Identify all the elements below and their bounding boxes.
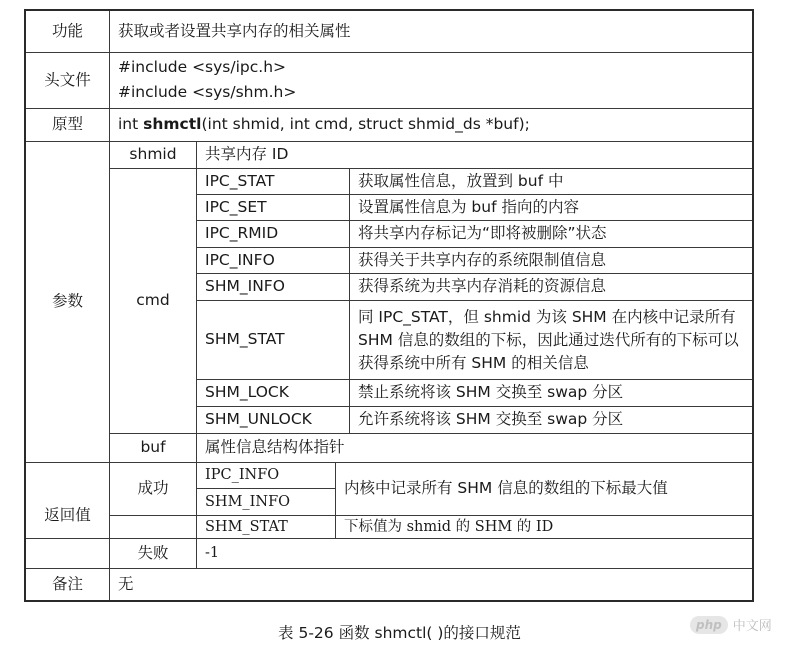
cmd-option-desc: 获得系统为共享内存消耗的资源信息 [358, 277, 607, 296]
header-file-label: 头文件 [44, 70, 91, 89]
cmd-option-name: IPC_RMID [205, 224, 279, 243]
return-shared-desc: 内核中记录所有 SHM 信息的数组的下标最大值 [344, 479, 668, 498]
param-buf-name: buf [140, 438, 166, 457]
param-buf-desc: 属性信息结构体指针 [205, 438, 345, 457]
function-value: 获取或者设置共享内存的相关属性 [118, 21, 351, 40]
cmd-option-name: IPC_STAT [205, 171, 275, 190]
prototype-return-type: int [118, 115, 144, 134]
return-case-desc: 下标值为 shmid 的 SHM 的 ID [344, 518, 554, 535]
remarks-value: 无 [118, 574, 134, 593]
cmd-option-name: SHM_INFO [205, 277, 285, 296]
return-case-name: IPC_INFO [205, 467, 280, 484]
return-case-name: SHM_INFO [205, 493, 291, 510]
table-caption: 表 5-26 函数 shmctl( )的接口规范 [278, 624, 521, 642]
params-label: 参数 [51, 292, 83, 311]
watermark [690, 615, 772, 634]
cmd-option-name: IPC_INFO [205, 250, 275, 269]
remarks-label: 备注 [51, 574, 83, 593]
return-case-name: SHM_STAT [205, 518, 288, 535]
cmd-option-name: SHM_LOCK [205, 383, 289, 402]
param-shmid-name: shmid [129, 145, 177, 164]
header-file-line-1: #include <sys/ipc.h> [118, 58, 287, 77]
cmd-option-name: IPC_SET [205, 197, 267, 216]
cmd-option-name: SHM_STAT [205, 330, 285, 349]
cmd-option-desc: 禁止系统将该 SHM 交换至 swap 分区 [358, 383, 624, 402]
cmd-option-desc: 允许系统将该 SHM 交换至 swap 分区 [358, 410, 624, 429]
prototype-arguments: (int shmid, int cmd, struct shmid_ds *buf); [201, 115, 530, 134]
param-shmid-desc: 共享内存 ID [205, 145, 289, 164]
prototype-label: 原型 [51, 115, 83, 134]
return-failure-value: -1 [205, 545, 220, 562]
watermark-text: 中文网 [732, 619, 772, 634]
cmd-option-desc: 获得关于共享内存的系统限制值信息 [358, 250, 607, 269]
function-label: 功能 [51, 21, 83, 40]
shmctl-interface-table [24, 9, 754, 602]
return-failure-label: 失败 [137, 543, 169, 562]
php-logo-icon: php [690, 616, 728, 634]
return-value-label: 返回值 [44, 505, 91, 524]
cmd-option-name: SHM_UNLOCK [205, 410, 312, 429]
cmd-option-desc: 将共享内存标记为“即将被删除”状态 [358, 224, 607, 243]
header-file-line-2: #include <sys/shm.h> [118, 83, 297, 102]
cmd-option-desc: 获取属性信息，放置到 buf 中 [358, 171, 564, 190]
cmd-option-desc: 同 IPC_STAT，但 shmid 为该 SHM 在内核中记录所有 SHM 信息的数组的下标，因此通过迭代所有的下标可以获得系统中所有 SHM 的相关信息 [358, 307, 739, 372]
cmd-option-desc: 设置属性信息为 buf 指向的内容 [358, 197, 579, 216]
prototype-function-name: shmctl [143, 115, 202, 134]
param-cmd-name: cmd [136, 291, 170, 310]
return-success-label: 成功 [137, 479, 169, 498]
prototype-signature [110, 109, 752, 141]
